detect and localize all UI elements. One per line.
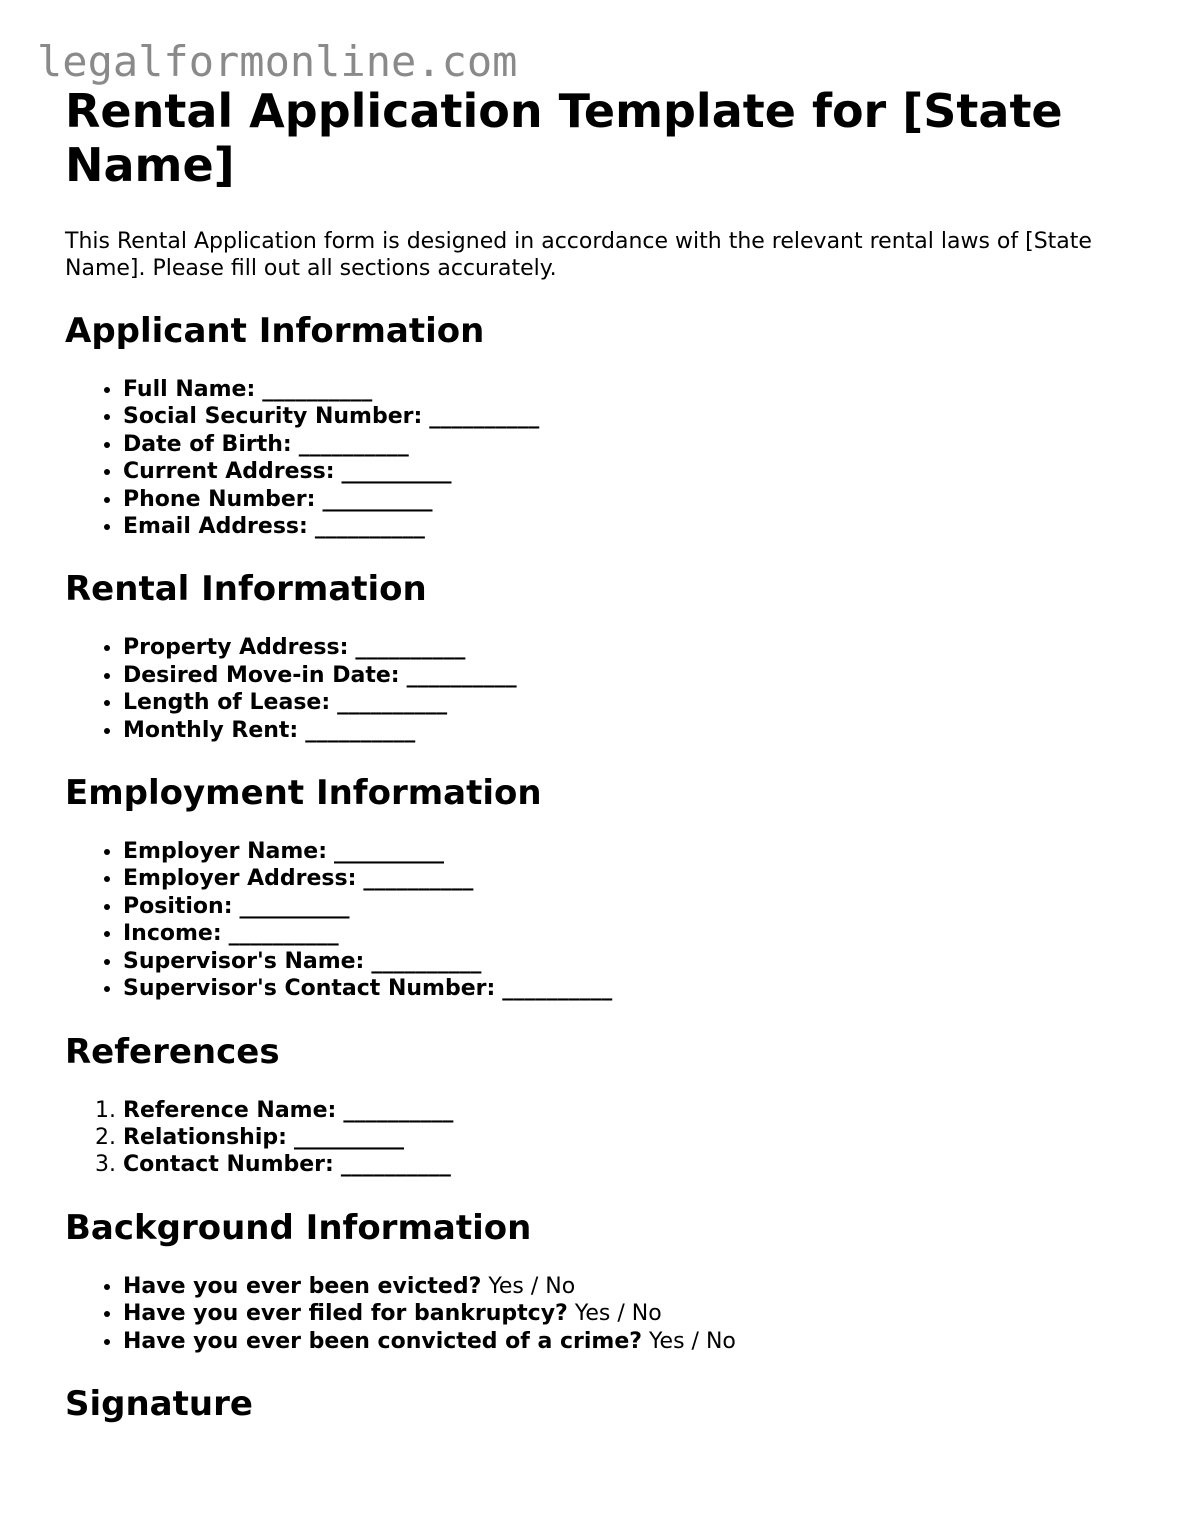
signature-section bbox=[65, 1383, 1125, 1425]
field-label: Employer Address: bbox=[123, 866, 357, 892]
background-section bbox=[65, 1207, 1125, 1355]
question-label: Have you ever filed for bankruptcy? bbox=[123, 1301, 568, 1327]
field-label: Length of Lease: bbox=[123, 690, 331, 716]
field-label: Income: bbox=[123, 921, 222, 947]
field-blank[interactable]: __________ bbox=[337, 690, 448, 716]
field-label: Relationship: bbox=[123, 1124, 287, 1150]
list-item bbox=[123, 1097, 1125, 1124]
list-item bbox=[123, 717, 1125, 744]
list-item bbox=[123, 838, 1125, 865]
field-blank[interactable]: __________ bbox=[371, 948, 482, 974]
list-item bbox=[123, 893, 1125, 920]
intro-paragraph: This Rental Application form is designed in accordance with the relevant rental laws of [State Name]. Please fill out all sections accurately. bbox=[65, 229, 1092, 281]
yes-no-choice[interactable]: Yes / No bbox=[649, 1328, 736, 1354]
field-blank[interactable]: __________ bbox=[305, 717, 416, 743]
employment-list bbox=[65, 838, 1125, 1002]
list-item bbox=[123, 1328, 1125, 1355]
yes-no-choice[interactable]: Yes / No bbox=[574, 1301, 662, 1327]
list-item bbox=[123, 1124, 1125, 1151]
list-item bbox=[123, 486, 1125, 513]
section-heading: Employment Information bbox=[65, 773, 542, 814]
field-label: Property Address: bbox=[123, 635, 349, 661]
list-item bbox=[123, 431, 1125, 458]
list-item bbox=[123, 662, 1125, 689]
field-blank[interactable]: __________ bbox=[239, 893, 350, 919]
list-item bbox=[123, 920, 1125, 947]
section-heading: References bbox=[65, 1031, 280, 1072]
field-blank[interactable]: __________ bbox=[298, 431, 409, 457]
field-label: Position: bbox=[123, 893, 233, 919]
list-item bbox=[123, 948, 1125, 975]
yes-no-choice[interactable]: Yes / No bbox=[488, 1273, 576, 1299]
field-blank[interactable]: __________ bbox=[322, 486, 433, 512]
list-item bbox=[123, 1273, 1125, 1300]
list-item bbox=[123, 1300, 1125, 1327]
field-blank[interactable]: __________ bbox=[228, 921, 339, 947]
list-item bbox=[123, 865, 1125, 892]
applicant-list bbox=[65, 376, 1125, 540]
field-blank[interactable]: __________ bbox=[429, 404, 540, 430]
document-page bbox=[65, 84, 1125, 1425]
field-blank[interactable]: __________ bbox=[334, 839, 445, 865]
watermark: legalformonline.com bbox=[37, 37, 518, 86]
field-label: Contact Number: bbox=[123, 1152, 334, 1178]
field-label: Employer Name: bbox=[123, 839, 328, 865]
field-label: Social Security Number: bbox=[123, 404, 423, 430]
field-blank[interactable]: __________ bbox=[314, 514, 425, 540]
list-item bbox=[123, 689, 1125, 716]
rental-list bbox=[65, 634, 1125, 744]
field-blank[interactable]: __________ bbox=[293, 1124, 404, 1150]
list-item bbox=[123, 513, 1125, 540]
field-blank[interactable]: __________ bbox=[341, 459, 452, 485]
field-label: Desired Move-in Date: bbox=[123, 662, 400, 688]
page-title: Rental Application Template for [State Name] bbox=[65, 84, 1063, 192]
list-item bbox=[123, 403, 1125, 430]
field-label: Date of Birth: bbox=[123, 431, 292, 457]
field-blank[interactable]: __________ bbox=[343, 1097, 454, 1123]
question-label: Have you ever been evicted? bbox=[123, 1273, 482, 1299]
list-item bbox=[123, 376, 1125, 403]
field-label: Monthly Rent: bbox=[123, 717, 299, 743]
rental-section bbox=[65, 568, 1125, 744]
section-heading: Signature bbox=[65, 1383, 253, 1424]
list-item bbox=[123, 975, 1125, 1002]
field-blank[interactable]: __________ bbox=[406, 662, 517, 688]
field-label: Full Name: bbox=[123, 377, 256, 402]
field-label: Supervisor's Contact Number: bbox=[123, 976, 496, 1002]
field-label: Current Address: bbox=[123, 459, 335, 485]
field-blank[interactable]: __________ bbox=[340, 1152, 451, 1178]
field-label: Reference Name: bbox=[123, 1097, 337, 1123]
list-item bbox=[123, 458, 1125, 485]
question-label: Have you ever been convicted of a crime? bbox=[123, 1328, 643, 1354]
list-item bbox=[123, 1151, 1125, 1178]
section-heading: Background Information bbox=[65, 1207, 532, 1248]
field-blank[interactable]: __________ bbox=[355, 635, 466, 661]
field-label: Email Address: bbox=[123, 514, 308, 540]
field-label: Supervisor's Name: bbox=[123, 948, 365, 974]
field-blank[interactable]: __________ bbox=[363, 866, 474, 892]
section-heading: Rental Information bbox=[65, 569, 427, 610]
section-heading: Applicant Information bbox=[65, 311, 485, 351]
field-blank[interactable]: __________ bbox=[502, 976, 613, 1002]
applicant-section bbox=[65, 310, 1125, 540]
field-label: Phone Number: bbox=[123, 486, 316, 512]
background-list bbox=[65, 1273, 1125, 1355]
list-item bbox=[123, 634, 1125, 661]
employment-section bbox=[65, 772, 1125, 1002]
references-section bbox=[65, 1031, 1125, 1179]
field-blank[interactable]: __________ bbox=[262, 377, 373, 402]
references-list bbox=[65, 1097, 1125, 1179]
